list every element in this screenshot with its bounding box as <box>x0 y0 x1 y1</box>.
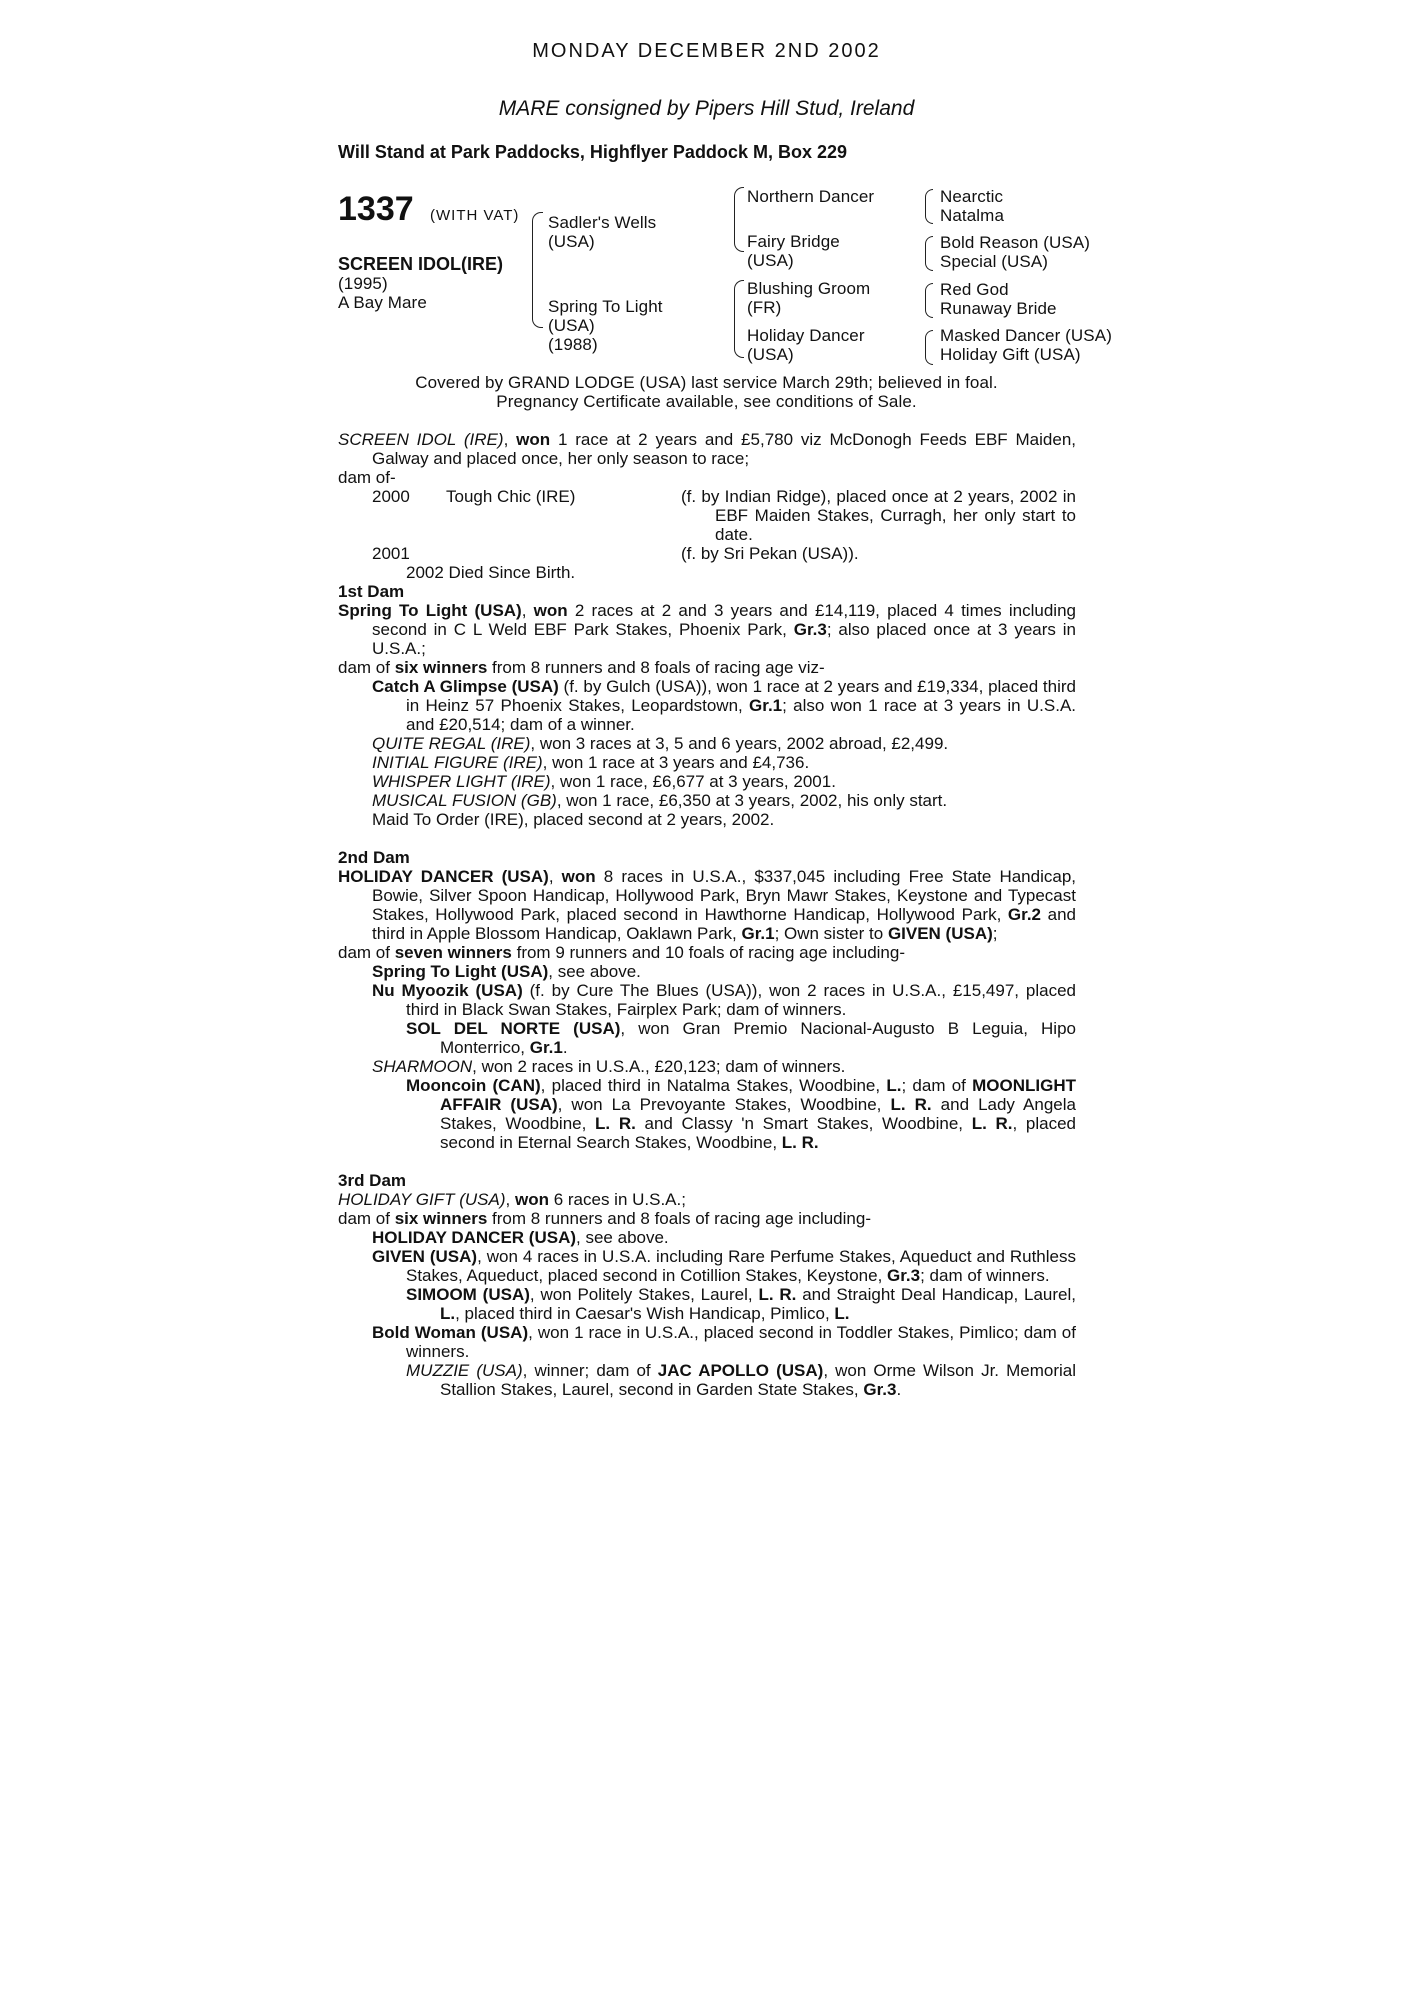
consignor-line: MARE consigned by Pipers Hill Stud, Ireland <box>498 97 915 120</box>
produce-entry: QUITE REGAL (IRE), won 3 races at 3, 5 and 6 years, 2002 abroad, £2,499. <box>372 734 949 753</box>
produce-entry: SIMOOM (USA), won Politely Stakes, Laurel, L. R. and Straight Deal Handicap, Laurel, L., placed third in Caesar's Wish Handicap, Pimlico, L. <box>406 1285 1076 1323</box>
produce-entry: WHISPER LIGHT (IRE), won 1 race, £6,677 at 3 years, 2001. <box>372 772 836 791</box>
produce-entry: MUZZIE (USA), winner; dam of JAC APOLLO (USA), won Orme Wilson Jr. Memorial Stallion Stakes, Laurel, second in Garden State Stakes, Gr.3. <box>406 1361 1076 1399</box>
produce-entry: Bold Woman (USA), won 1 race in U.S.A., placed second in Toddler Stakes, Pimlico; dam of winners. <box>372 1323 1076 1361</box>
third-dam-produce: dam of six winners from 8 runners and 8 foals of racing age including- <box>338 1209 871 1228</box>
sire-dam-name: Fairy Bridge (USA) <box>747 232 840 270</box>
second-dam-record: HOLIDAY DANCER (USA), won 8 races in U.S.A., $337,045 including Free State Handicap, Bowie, Silver Spoon Handicap, Hollywood Park, Bryn Mawr Stakes, Keystone and Typecast Stakes, Hollywood Park, placed second in Hawthorne Handicap, Hollywood Park, Gr.2 and third in Apple Blossom Handicap, Oaklawn Park, Gr.1; Own sister to GIVEN (USA); <box>338 867 1076 943</box>
pedigree-brace <box>734 187 744 252</box>
dam-of-heading: dam of- <box>338 468 396 487</box>
produce-2001: 2001 (f. by Sri Pekan (USA)). <box>372 544 859 563</box>
lot-number: 1337 <box>338 190 414 228</box>
produce-entry: SHARMOON, won 2 races in U.S.A., £20,123; dam of winners. <box>372 1057 846 1076</box>
produce-entry: Maid To Order (IRE), placed second at 2 years, 2002. <box>372 810 775 829</box>
dam-name: Spring To Light (USA) (1988) <box>548 297 663 354</box>
produce-entry: Spring To Light (USA), see above. <box>372 962 641 981</box>
first-dam-record: Spring To Light (USA), won 2 races at 2 and 3 years and £14,119, placed 4 times including second in C L Weld EBF Park Stakes, Phoenix Park, Gr.3; also placed once at 3 years in U.S.A.; <box>338 601 1076 658</box>
second-dam-produce: dam of seven winners from 9 runners and 10 foals of racing age including- <box>338 943 905 962</box>
produce-entry: INITIAL FIGURE (IRE), won 1 race at 3 years and £4,736. <box>372 753 810 772</box>
pedigree-brace <box>925 283 933 318</box>
produce-entry: GIVEN (USA), won 4 races in U.S.A. including Rare Perfume Stakes, Aqueduct and Ruthless Stakes, Aqueduct, placed second in Cotillion Stakes, Keystone, Gr.3; dam of winners. <box>372 1247 1076 1285</box>
catalogue-notes <box>338 430 1076 1399</box>
great-grandparents-2: Bold Reason (USA) Special (USA) <box>940 233 1091 271</box>
vat-note: (WITH VAT) <box>430 207 520 224</box>
sire-sire-name: Northern Dancer <box>747 187 875 206</box>
produce-entry: Nu Myoozik (USA) (f. by Cure The Blues (USA)), won 2 races in U.S.A., £15,497, placed third in Black Swan Stakes, Fairplex Park; dam of winners. <box>372 981 1076 1019</box>
covering-note: Covered by GRAND LODGE (USA) last service March 29th; believed in foal. Pregnancy Certificate available, see conditions of Sale. <box>415 373 998 411</box>
produce-2000: 2000 Tough Chic (IRE) <box>372 487 576 506</box>
second-dam-heading: 2nd Dam <box>338 848 410 867</box>
first-dam-heading: 1st Dam <box>338 582 405 601</box>
produce-entry: Catch A Glimpse (USA) (f. by Gulch (USA)), won 1 race at 2 years and £19,334, placed third in Heinz 57 Phoenix Stakes, Leopardstown, Gr.1; also won 1 race at 3 years in U.S.A. and £20,514; dam of a winner. <box>372 677 1077 734</box>
produce-entry: Mooncoin (CAN), placed third in Natalma Stakes, Woodbine, L.; dam of MOONLIGHT AFFAIR (USA), won La Prevoyante Stakes, Woodbine, L. R. and Lady Angela Stakes, Woodbine, L. R. and Classy 'n Smart Stakes, Woodbine, L. R., placed second in Eternal Search Stakes, Woodbine, L. R. <box>406 1076 1077 1152</box>
pedigree-brace <box>925 330 933 365</box>
produce-2000-note: (f. by Indian Ridge), placed once at 2 years, 2002 in EBF Maiden Stakes, Curragh, her only start to date. <box>681 487 1076 544</box>
horse-year: (1995) <box>338 274 388 293</box>
horse-race-record: SCREEN IDOL (IRE), won 1 race at 2 years and £5,780 viz McDonogh Feeds EBF Maiden, Galway and placed once, her only season to race; <box>338 430 1077 468</box>
stand-location: Will Stand at Park Paddocks, Highflyer Paddock M, Box 229 <box>338 142 847 162</box>
third-dam-heading: 3rd Dam <box>338 1171 407 1190</box>
first-dam-produce: dam of six winners from 8 runners and 8 foals of racing age viz- <box>338 658 825 677</box>
produce-entry: SOL DEL NORTE (USA), won Gran Premio Nacional-Augusto B Leguia, Hipo Monterrico, Gr.1. <box>406 1019 1076 1057</box>
horse-name: SCREEN IDOL(IRE) <box>338 254 504 274</box>
dam-sire-name: Blushing Groom (FR) <box>747 279 871 317</box>
pedigree-brace <box>734 280 744 358</box>
third-dam-record: HOLIDAY GIFT (USA), won 6 races in U.S.A.; <box>338 1190 686 1209</box>
produce-entry: HOLIDAY DANCER (USA), see above. <box>372 1228 669 1247</box>
great-grandparents-1: Nearctic Natalma <box>940 187 1005 225</box>
pedigree-brace <box>532 212 543 328</box>
pedigree-brace <box>925 189 933 224</box>
sire-name: Sadler's Wells (USA) <box>548 213 657 251</box>
great-grandparents-3: Red God Runaway Bride <box>940 280 1057 318</box>
sale-date: MONDAY DECEMBER 2ND 2002 <box>532 40 881 62</box>
produce-entry: MUSICAL FUSION (GB), won 1 race, £6,350 at 3 years, 2002, his only start. <box>372 791 948 810</box>
dam-dam-name: Holiday Dancer (USA) <box>747 326 865 364</box>
pedigree-brace <box>925 236 933 271</box>
produce-2002: 2002 Died Since Birth. <box>406 563 576 582</box>
horse-description: A Bay Mare <box>338 293 427 312</box>
great-grandparents-4: Masked Dancer (USA) Holiday Gift (USA) <box>940 326 1112 364</box>
